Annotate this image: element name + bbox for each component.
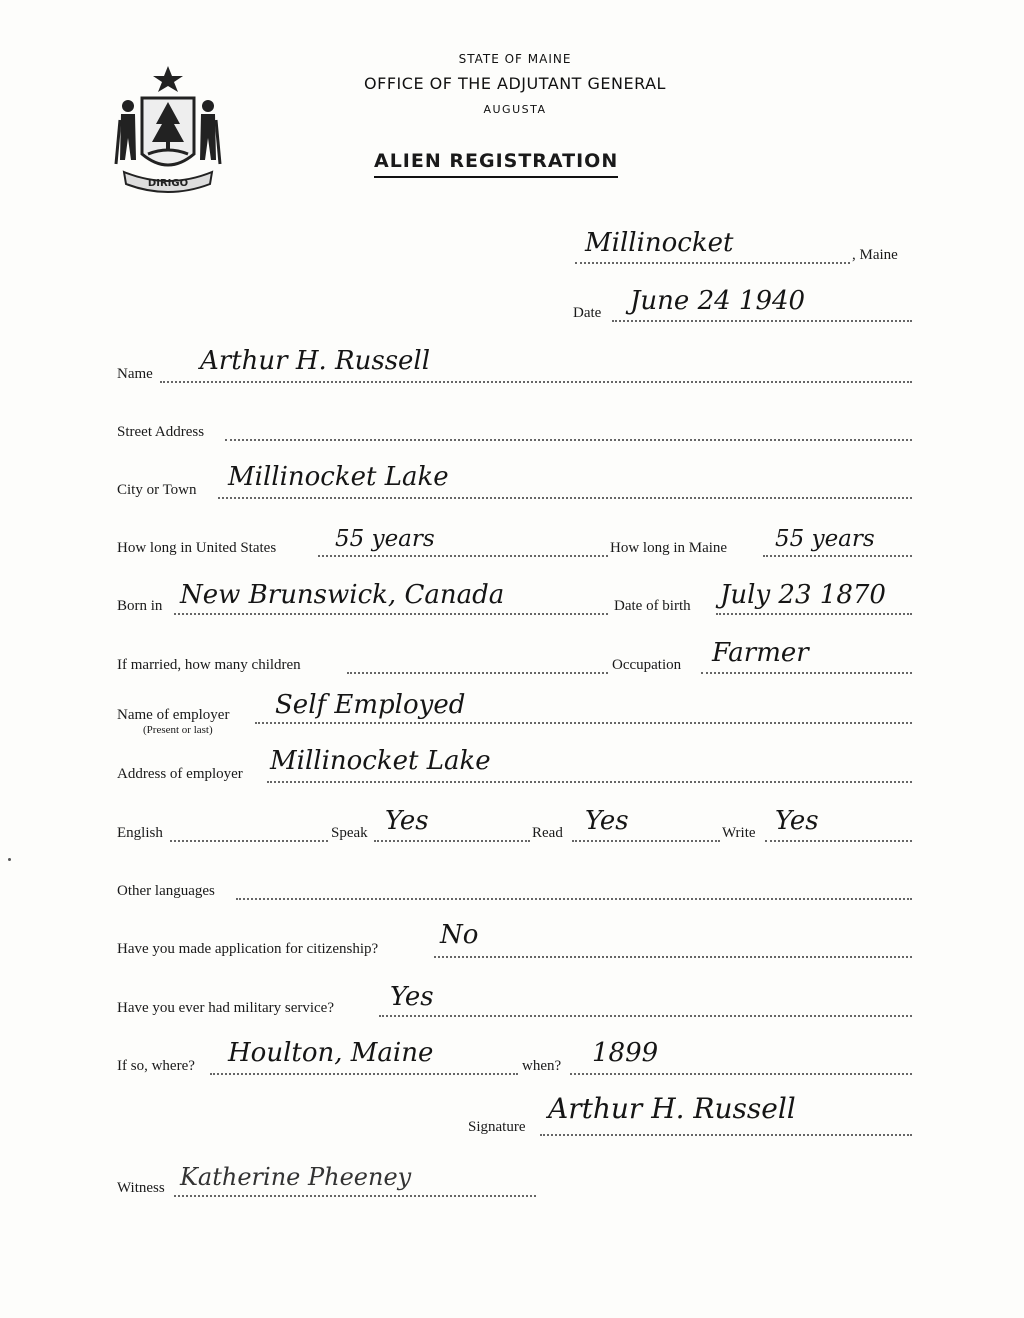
- when-value: 1899: [592, 1038, 659, 1068]
- street-address-line: [225, 439, 912, 441]
- city-heading: AUGUSTA: [483, 103, 547, 116]
- location-line: [575, 262, 850, 264]
- how-long-maine-line: [763, 555, 912, 557]
- witness-value: Katherine Pheeney: [180, 1163, 412, 1191]
- name-label: Name: [117, 366, 153, 382]
- citizenship-value: No: [440, 920, 479, 950]
- other-languages-line: [236, 898, 912, 900]
- citizenship-line: [434, 956, 912, 958]
- location-suffix: , Maine: [852, 247, 898, 263]
- write-value: Yes: [775, 806, 819, 836]
- how-long-us-line: [318, 555, 608, 557]
- occupation-value: Farmer: [712, 638, 809, 668]
- date-of-birth-line: [716, 613, 912, 615]
- city-or-town-value: Millinocket Lake: [228, 462, 449, 492]
- read-label: Read: [532, 825, 563, 841]
- read-value: Yes: [585, 806, 629, 836]
- seal-banner-text: DIRIGO: [147, 178, 189, 189]
- employer-address-line: [267, 781, 912, 783]
- office-heading: OFFICE OF THE ADJUTANT GENERAL: [364, 74, 666, 93]
- citizenship-label: Have you made application for citizenship?: [117, 941, 379, 957]
- when-line: [570, 1073, 912, 1075]
- city-or-town-line: [218, 497, 912, 499]
- employer-label: Name of employer: [117, 707, 230, 723]
- born-in-line: [174, 613, 608, 615]
- street-address-label: Street Address: [117, 424, 205, 440]
- read-line: [572, 840, 720, 842]
- signature-label: Signature: [468, 1119, 526, 1135]
- how-long-maine-value: 55 years: [775, 526, 875, 552]
- signature-value: Arthur H. Russell: [548, 1092, 796, 1125]
- name-line: [160, 381, 912, 383]
- how-long-maine-label: How long in Maine: [610, 540, 728, 556]
- where-value: Houlton, Maine: [228, 1038, 434, 1068]
- children-line: [347, 672, 608, 674]
- english-label: English: [117, 825, 163, 841]
- other-languages-label: Other languages: [117, 883, 215, 899]
- english-line: [170, 840, 328, 842]
- write-line: [765, 840, 912, 842]
- write-label: Write: [722, 825, 756, 841]
- children-label: If married, how many children: [117, 657, 301, 673]
- how-long-us-label: How long in United States: [117, 540, 277, 556]
- employer-line: [255, 722, 912, 724]
- signature-line: [540, 1134, 912, 1136]
- margin-mark: [8, 858, 11, 861]
- speak-label: Speak: [331, 825, 368, 841]
- born-in-value: New Brunswick, Canada: [180, 580, 505, 610]
- when-label: when?: [522, 1058, 562, 1074]
- occupation-label: Occupation: [612, 657, 682, 673]
- employer-value: Self Employed: [275, 690, 466, 720]
- date-of-birth-value: July 23 1870: [720, 580, 886, 610]
- military-label: Have you ever had military service?: [117, 1000, 334, 1016]
- name-value: Arthur H. Russell: [200, 346, 431, 376]
- born-in-label: Born in: [117, 598, 163, 614]
- date-value: June 24 1940: [630, 286, 806, 316]
- military-value: Yes: [390, 982, 434, 1012]
- witness-line: [174, 1195, 536, 1197]
- date-label: Date: [573, 305, 602, 321]
- occupation-line: [701, 672, 912, 674]
- state-of-maine-seal-icon: [112, 64, 224, 196]
- speak-line: [374, 840, 530, 842]
- location-value: Millinocket: [585, 228, 734, 258]
- city-or-town-label: City or Town: [117, 482, 197, 498]
- state-heading: STATE OF MAINE: [458, 52, 572, 66]
- how-long-us-value: 55 years: [335, 526, 435, 552]
- witness-label: Witness: [117, 1180, 165, 1196]
- date-of-birth-label: Date of birth: [614, 598, 691, 614]
- where-label: If so, where?: [117, 1058, 195, 1074]
- where-line: [210, 1073, 518, 1075]
- speak-value: Yes: [385, 806, 429, 836]
- form-title: ALIEN REGISTRATION: [374, 150, 618, 178]
- employer-sublabel: (Present or last): [143, 724, 213, 736]
- employer-address-label: Address of employer: [117, 766, 243, 782]
- employer-address-value: Millinocket Lake: [270, 746, 491, 776]
- military-line: [379, 1015, 912, 1017]
- date-line: [612, 320, 912, 322]
